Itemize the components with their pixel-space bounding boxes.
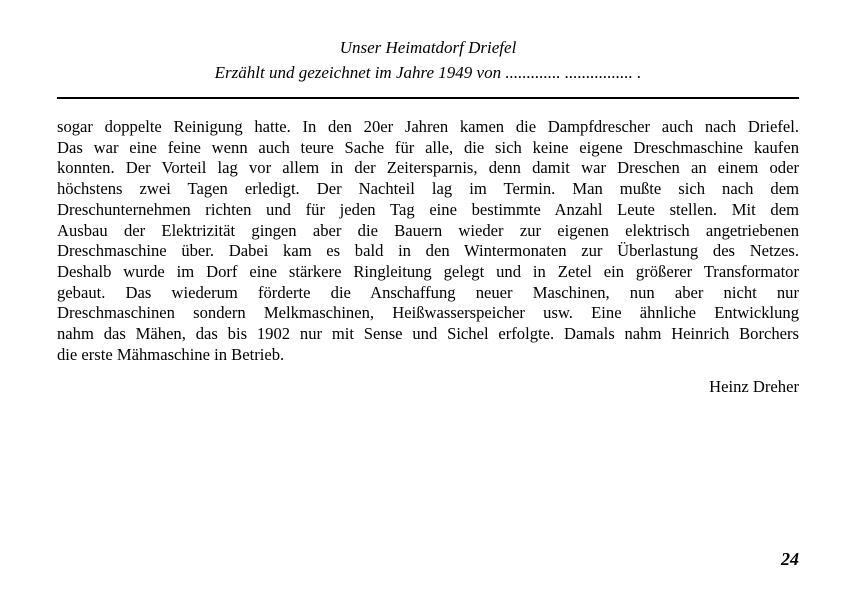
text-line: Deshalb wurde im Dorf eine stärkere Ringleitung gelegt und in Zetel ein größerer Transformator [57,261,799,281]
page-header [57,36,799,85]
text-line: höchstens zwei Tagen erledigt. Der Nachteil lag im Termin. Man mußte sich nach dem [57,179,799,199]
text-line: sogar doppelte Reinigung hatte. In den 20er Jahren kamen die Dampfdrescher auch nach Driefel. [57,117,799,136]
text-line: Dreschmaschinen sondern Melkmaschinen, Heißwasserspeicher usw. Eine ähnliche Entwicklung [57,303,799,323]
text-line: Das war eine feine wenn auch teure Sache für alle, die sich keine eigene Dreschmaschine kaufen [57,137,799,157]
text-line: nahm das Mähen, das bis 1902 nur mit Sense und Sichel erfolgte. Damals nahm Heinrich Borchers [57,324,799,344]
body-paragraph [57,117,799,365]
text-line: konnten. Der Vorteil lag vor allem in der Zeitersparnis, denn damit war Dreschen an einem oder [57,158,799,178]
page-number: 24 [781,549,799,569]
text-line: Ausbau der Elektrizität gingen aber die Bauern wieder zur eigenen elektrisch angetriebenen [57,220,799,240]
author-signature: Heinz Dreher [709,377,799,396]
text-line: Dreschunternehmen richten und für jeden Tag eine bestimmte Anzahl Leute stellen. Mit dem [57,199,799,219]
header-divider [57,97,799,99]
header-title: Unser Heimatdorf Driefel [339,38,517,57]
text-line: die erste Mähmaschine in Betrieb. [57,344,285,364]
text-line: Dreschmaschine über. Dabei kam es bald in den Wintermonaten zur Überlastung des Netzes. [57,241,799,261]
text-line: gebaut. Das wiederum förderte die Anschaffung neuer Maschinen, nun aber nicht nur [57,282,799,302]
header-subtitle: Erzählt und gezeichnet im Jahre 1949 von ............. ................ . [214,63,642,82]
